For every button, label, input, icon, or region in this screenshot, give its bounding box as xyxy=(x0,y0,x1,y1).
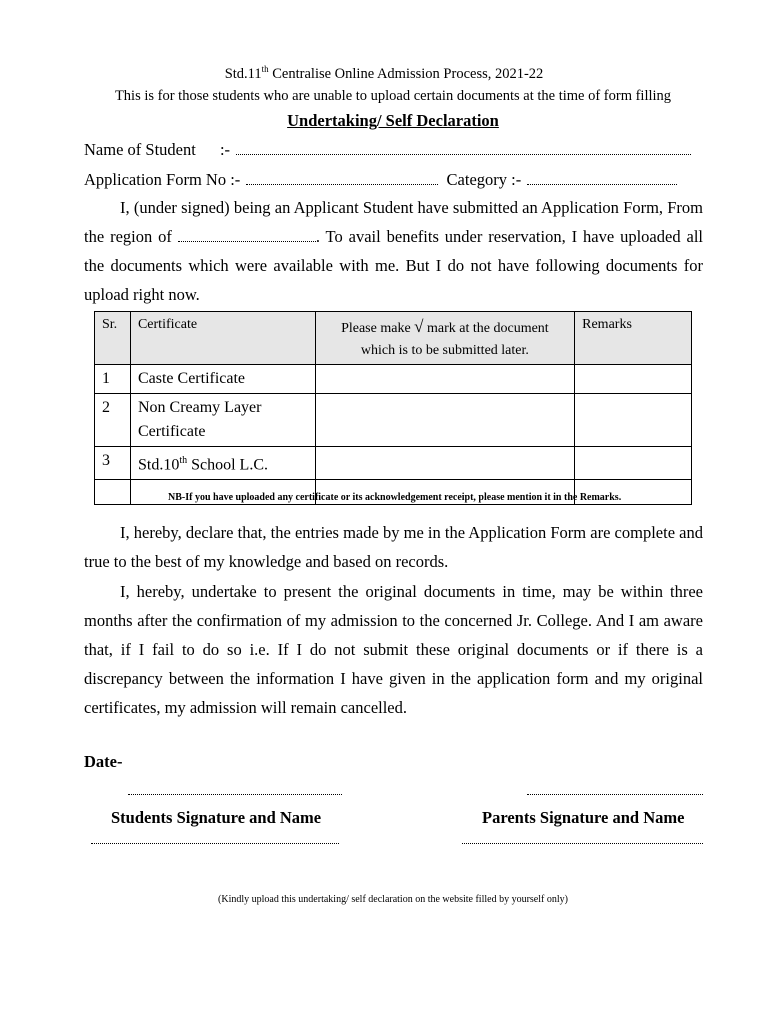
header-certificate: Certificate xyxy=(130,312,315,365)
table-note: NB-If you have uploaded any certificate or its acknowledgement receipt, please mention it in the Remarks. xyxy=(168,492,622,503)
upload-instruction: (Kindly upload this undertaking/ self declaration on the website filled by yourself only) xyxy=(218,894,568,905)
row-remarks-cell[interactable] xyxy=(575,447,692,480)
student-name-label: Name of Student xyxy=(84,140,196,159)
checkmark-symbol: √ xyxy=(414,317,424,336)
header-mark-instruction: Please make √ mark at the document which is to be submitted later. xyxy=(315,312,574,365)
document-heading xyxy=(0,111,768,131)
row-certificate: Non Creamy Layer Certificate xyxy=(130,394,315,447)
header-remarks: Remarks xyxy=(575,312,692,365)
title-superscript: th xyxy=(261,64,269,74)
row-mark-cell[interactable] xyxy=(315,394,574,447)
row-certificate: Caste Certificate xyxy=(130,365,315,394)
application-label: Application Form No :- xyxy=(84,170,241,189)
header-sr: Sr. xyxy=(95,312,131,365)
date-label: Date- xyxy=(84,752,123,771)
row-sr: 1 xyxy=(95,365,131,394)
student-signature-line[interactable] xyxy=(128,793,342,795)
intro-text-2: . To avail benefits under reservation, I have uploaded all the documents which were available with me. But I do not have following documents for upload right now. xyxy=(84,227,703,304)
table-row xyxy=(95,447,692,480)
parent-name-line[interactable] xyxy=(462,842,703,844)
table-header-row xyxy=(95,312,692,365)
student-name-blank[interactable] xyxy=(236,153,691,155)
region-blank[interactable] xyxy=(178,240,316,242)
student-signature-label: Students Signature and Name xyxy=(111,808,322,827)
title-rest: Centralise Online Admission Process, 2021-22 xyxy=(268,65,544,82)
application-row xyxy=(84,170,704,190)
heading-text: Undertaking/ Self Declaration xyxy=(287,111,499,130)
intro-text-1: I, (under signed) being an Applicant Student have submitted an Application Form, From the region of xyxy=(84,198,703,246)
table-row xyxy=(95,394,692,447)
document-subtitle: This is for those students who are unable to upload certain documents at the time of form filling xyxy=(114,88,672,104)
row-sr: 2 xyxy=(95,394,131,447)
row-remarks-cell[interactable] xyxy=(575,365,692,394)
intro-paragraph xyxy=(84,193,703,309)
documents-table xyxy=(94,311,692,505)
category-label: Category :- xyxy=(446,170,522,189)
student-name-row xyxy=(84,140,704,160)
row-certificate: Std.10th School L.C. xyxy=(130,447,315,480)
category-blank[interactable] xyxy=(527,183,677,185)
student-name-line[interactable] xyxy=(91,842,339,844)
parent-signature-label: Parents Signature and Name xyxy=(482,808,685,827)
application-number-blank[interactable] xyxy=(246,183,438,185)
declaration-paragraph-1: I, hereby, declare that, the entries made by me in the Application Form are complete and true to the best of my knowledge and based on records. xyxy=(84,523,703,571)
declaration-paragraph-2: I, hereby, undertake to present the original documents in time, may be within three months after the confirmation of my admission to the concerned Jr. College. And I am aware that, if I fail to do so i.e. If I do not submit these original documents or if there is a discrepancy between the information I have given in the application form and my original certificates, my admission will remain cancelled. xyxy=(84,582,703,717)
row-mark-cell[interactable] xyxy=(315,365,574,394)
student-name-separator: :- xyxy=(219,140,231,159)
document-title xyxy=(0,64,768,83)
parent-signature-line[interactable] xyxy=(527,793,703,795)
table-row xyxy=(95,365,692,394)
row-sr: 3 xyxy=(95,447,131,480)
title-prefix: Std.11 xyxy=(224,65,262,82)
row-remarks-cell[interactable] xyxy=(575,394,692,447)
row-mark-cell[interactable] xyxy=(315,447,574,480)
